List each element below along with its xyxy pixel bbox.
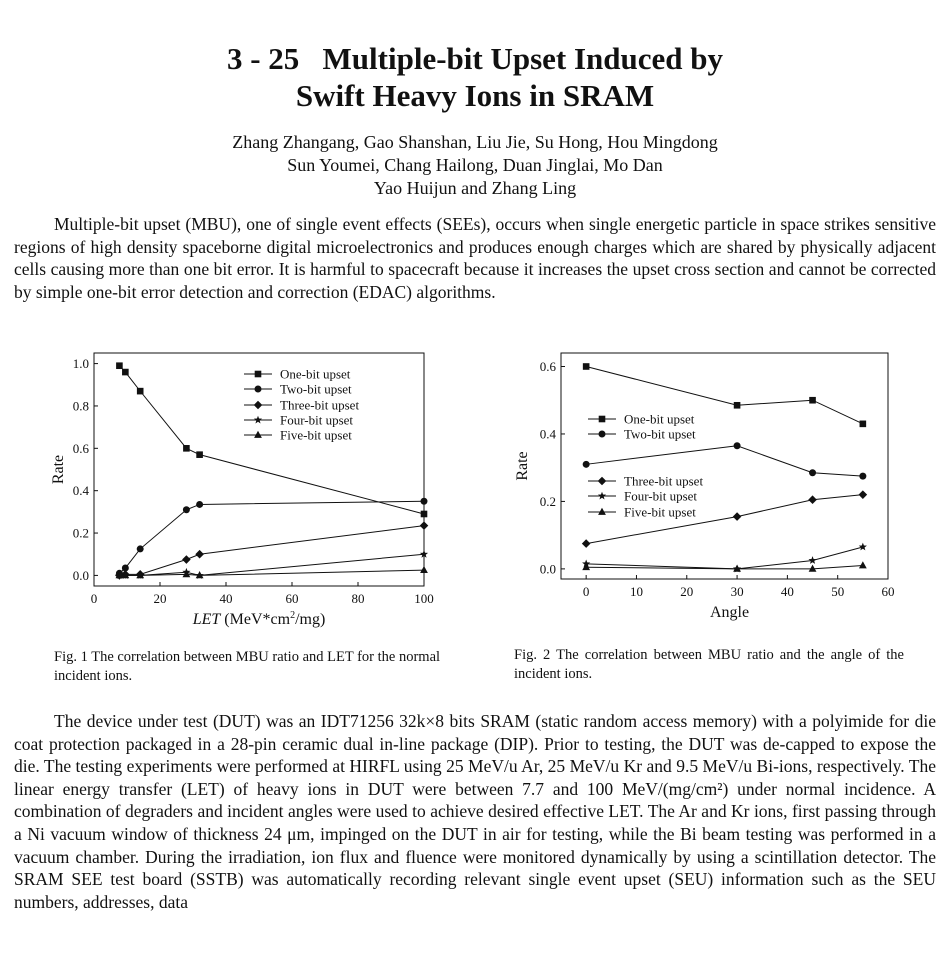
legend-marker xyxy=(255,386,262,393)
data-point xyxy=(183,506,190,513)
author-list xyxy=(0,131,950,200)
title-line-1: 3 - 25 Multiple-bit Upset Induced by xyxy=(226,41,724,76)
legend-marker xyxy=(254,431,262,438)
x-tick-label: 60 xyxy=(881,584,895,599)
legend-entry xyxy=(588,427,696,442)
x-tick-label: 30 xyxy=(730,584,744,599)
legend-entry xyxy=(244,413,353,428)
legend-entry xyxy=(244,382,352,397)
data-point xyxy=(859,561,867,568)
y-tick-label: 0.8 xyxy=(72,398,89,414)
data-point xyxy=(859,473,866,480)
y-tick-label: 1.0 xyxy=(72,356,89,372)
data-point xyxy=(183,445,190,452)
x-axis-label: LET $(MeV*cm^2/mg)$ xyxy=(192,610,326,628)
data-point xyxy=(733,512,742,521)
y-tick-label: 0.4 xyxy=(72,483,89,499)
y-axis-label: Rate xyxy=(514,451,531,481)
legend-marker xyxy=(598,508,606,515)
legend-marker xyxy=(254,416,262,424)
data-point xyxy=(809,469,816,476)
x-tick-label: 20 xyxy=(680,584,694,599)
author-line-3: Yao Huijun and Zhang Ling xyxy=(373,178,577,198)
legend-entry xyxy=(244,367,351,382)
y-tick-label: 0.0 xyxy=(72,567,89,583)
legend-label: Four-bit upset xyxy=(624,488,698,504)
data-point xyxy=(421,511,428,518)
data-point xyxy=(859,490,868,499)
author-line-1: Zhang Zhangang, Gao Shanshan, Liu Jie, Su Hong, Hou Mingdong xyxy=(232,132,718,152)
data-point xyxy=(809,397,816,404)
data-point xyxy=(583,363,590,370)
x-tick-label: 20 xyxy=(153,591,167,606)
data-point xyxy=(420,521,429,530)
body-paragraph: The device under test (DUT) was an IDT71256 32k×8 bits SRAM (static random access memory) with a polyimide for die coat protection packaged in a 28-pin ceramic dual in-line package (DIP). Prior to testing, the DUT was de-capped to expose the die. The testing experiments were performed at HIRFL using 25 MeV/u Ar, 25 MeV/u Kr and 9.5 MeV/u Bi-ions, respectively. The linear energy transfer (LET) of heavy ions in DUT were between 7.7 and 100 MeV/(mg/cm²) under normal incidence. A combination of degraders and incident angles were used to achieve desired effective LET. The Ar and Kr ions, first passing through a Ni vacuum window of thickness 24 μm, impinged on the DUT in air for testing, while the Bi beam testing was performed in a vacuum chamber. During the irradiation, ion flux and fluence were monitored dynamically by using a scintillation detector. The SRAM SEE test board (SSTB) was automatically recording relevant single event upset (SEU) information such as the SEU numbers, addresses, data xyxy=(14,711,936,912)
legend-entry xyxy=(244,428,352,443)
data-point xyxy=(196,501,203,508)
data-point xyxy=(122,369,129,376)
x-tick-label: 0 xyxy=(582,584,590,599)
legend-label: Five-bit upset xyxy=(624,504,696,520)
data-point xyxy=(421,498,428,505)
figure-1-chart xyxy=(44,350,444,640)
series-line xyxy=(119,366,424,514)
legend-entry xyxy=(588,474,703,489)
legend-marker xyxy=(255,371,262,378)
x-tick-label: 40 xyxy=(780,584,794,599)
x-tick-label: 100 xyxy=(414,591,434,606)
data-point xyxy=(116,362,123,369)
data-point xyxy=(809,565,817,572)
y-tick-label: 0.2 xyxy=(539,493,556,509)
series-line xyxy=(119,570,424,575)
y-tick-label: 0.6 xyxy=(72,440,89,456)
legend-label: Four-bit upset xyxy=(280,412,354,428)
author-line-2: Sun Youmei, Chang Hailong, Duan Jinglai, Mo Dan xyxy=(287,155,663,175)
series-line xyxy=(586,446,863,476)
series-line xyxy=(119,554,424,575)
data-point xyxy=(582,539,591,548)
legend-label: Five-bit upset xyxy=(280,427,352,443)
plot-frame xyxy=(561,353,888,579)
data-point xyxy=(137,545,144,552)
data-point xyxy=(195,550,204,559)
x-tick-label: 60 xyxy=(285,591,299,606)
series-line xyxy=(119,501,424,573)
data-point xyxy=(860,421,867,428)
data-point xyxy=(196,451,203,458)
series-five-bit-upset xyxy=(582,561,866,572)
figure-2 xyxy=(508,350,908,640)
series-one-bit-upset xyxy=(116,362,427,517)
series-two-bit-upset xyxy=(116,498,428,577)
series-line xyxy=(586,547,863,569)
y-tick-label: 0.4 xyxy=(539,426,556,442)
y-tick-label: 0.0 xyxy=(539,561,556,577)
series-line xyxy=(586,566,863,569)
legend-label: One-bit upset xyxy=(280,366,351,382)
abstract-paragraph: Multiple-bit upset (MBU), one of single event effects (SEEs), occurs when single energetic particle in space strikes sensitive regions of high density spaceborne digital microelectronics and produces enough charges which are shared by physically adjacent cells causing more than one bit error. It is harmful to spacecraft because it increases the upset cross section and cannot be corrected by simple one-bit error detection and correction (EDAC) algorithms. xyxy=(14,214,936,302)
data-point xyxy=(808,556,816,564)
data-point xyxy=(734,402,741,409)
legend-label: Three-bit upset xyxy=(624,473,704,489)
x-tick-label: 40 xyxy=(219,591,233,606)
x-tick-label: 50 xyxy=(831,584,845,599)
figure-2-chart xyxy=(508,350,908,640)
data-point xyxy=(182,555,191,564)
data-point xyxy=(583,461,590,468)
legend-entry xyxy=(588,505,696,520)
figure-1-caption: Fig. 1 The correlation between MBU ratio and LET for the normal incident ions. xyxy=(54,649,441,684)
paper-title xyxy=(0,40,950,114)
data-point xyxy=(420,566,428,573)
legend-marker xyxy=(254,401,263,410)
figure-1 xyxy=(44,350,444,640)
data-point xyxy=(808,495,817,504)
legend-marker xyxy=(598,492,606,500)
figure-2-caption: Fig. 2 The correlation between MBU ratio and the angle of the incident ions. xyxy=(514,647,904,682)
series-line xyxy=(119,526,424,576)
legend-marker xyxy=(598,477,607,486)
title-line-2: Swift Heavy Ions in SRAM xyxy=(295,78,655,113)
legend-marker xyxy=(599,416,606,423)
data-point xyxy=(734,442,741,449)
data-point xyxy=(137,388,144,395)
legend-entry xyxy=(588,489,697,504)
y-tick-label: 0.2 xyxy=(72,525,89,541)
x-tick-label: 10 xyxy=(629,584,643,599)
legend-label: Two-bit upset xyxy=(624,426,696,442)
legend-entry xyxy=(244,398,359,413)
legend-label: One-bit upset xyxy=(624,411,695,427)
legend-label: Two-bit upset xyxy=(280,381,352,397)
legend-label: Three-bit upset xyxy=(280,397,360,413)
legend-marker xyxy=(599,431,606,438)
y-tick-label: 0.6 xyxy=(539,358,556,374)
x-axis-label: Angle xyxy=(709,604,750,621)
data-point xyxy=(859,543,867,551)
x-tick-label: 0 xyxy=(90,591,98,606)
legend-entry xyxy=(588,412,695,427)
y-axis-label: Rate xyxy=(50,454,67,485)
x-tick-label: 80 xyxy=(351,591,365,606)
